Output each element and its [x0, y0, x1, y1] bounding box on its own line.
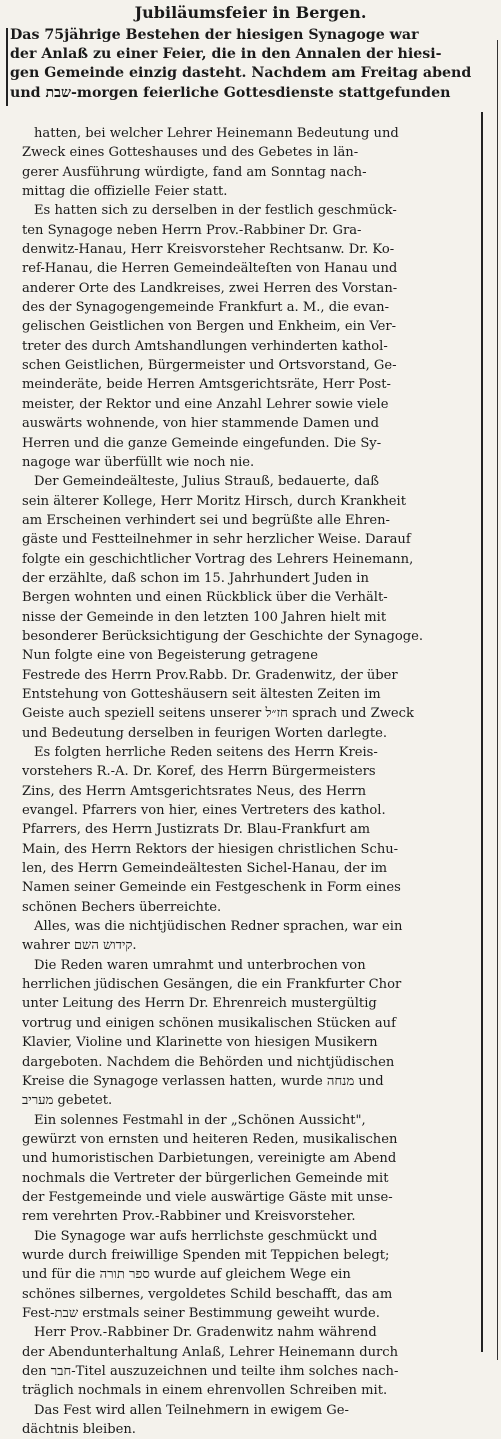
article-paragraph	[22, 124, 474, 201]
paragraph-line: dächtnis bleiben.	[22, 1422, 136, 1438]
paragraph-line: und für die ספר תורה wurde auf gleichem Wege ein	[22, 1267, 351, 1283]
paragraph-line: der Festgemeinde und viele auswärtige Gäste mit unse-	[22, 1189, 393, 1205]
paragraph-line: herrlichen jüdischen Gesängen, die ein Frankfurter Chor	[22, 977, 402, 993]
paragraph-line: und humoristischen Darbietungen, vereinigte am Abend	[22, 1151, 397, 1167]
paragraph-line: denwitz-Hanau, Herr Kreisvorsteher Rechtsanw. Dr. Ko-	[22, 242, 395, 258]
paragraph-line: gewürzt von ernsten und heiteren Reden, musikalischen	[22, 1131, 398, 1147]
paragraph-line: folgte ein geschichtlicher Vortrag des Lehrers Heinemann,	[22, 551, 414, 567]
paragraph-line: Main, des Herrn Rektors der hiesigen christlichen Schu-	[22, 841, 399, 857]
paragraph-line: gäste und Festteilnehmer in sehr herzlicher Weise. Darauf	[22, 532, 411, 548]
paragraph-line: Kreise die Synagoge verlassen hatten, wurde מנחה und	[22, 1073, 384, 1089]
paragraph-line: Ein solennes Festmahl in der „Schönen Aussicht",	[34, 1112, 366, 1128]
paragraph-line: Klavier, Violine und Klarinette von hiesigen Musikern	[22, 1035, 378, 1051]
article-paragraph	[22, 743, 474, 917]
article-paragraph	[22, 1227, 474, 1324]
paragraph-line: len, des Herrn Gemeindeältesten Sichel-Hanau, der im	[22, 861, 388, 877]
paragraph-line: Alles, was die nichtjüdischen Redner sprachen, war ein	[34, 919, 403, 935]
paragraph-line: Es folgten herrliche Reden seitens des Herrn Kreis-	[34, 745, 378, 760]
paragraph-line: der Abendunterhaltung Anlaß, Lehrer Heinemann durch	[22, 1344, 399, 1360]
paragraph-line: des der Synagogengemeinde Frankfurt a. M., die evan-	[22, 300, 390, 316]
paragraph-line: Pfarrers, des Herrn Justizrats Dr. Blau-Frankfurt am	[22, 822, 371, 838]
paragraph-line: schönes silbernes, vergoldetes Schild beschafft, das am	[22, 1286, 393, 1302]
paragraph-line: Nun folgte eine von Begeisterung getragene	[22, 648, 318, 664]
article-paragraph	[22, 201, 474, 472]
paragraph-line: wahrer קידוש השם.	[22, 938, 137, 954]
paragraph-line: auswärts wohnende, von hier stammende Damen und	[22, 416, 380, 432]
paragraph-line: Zweck eines Gotteshauses und des Gebetes in län-	[22, 145, 359, 161]
paragraph-line: besonderer Berücksichtigung der Geschichte der Synagoge.	[22, 628, 424, 644]
paragraph-line: nochmals die Vertreter der bürgerlichen Gemeinde mit	[22, 1170, 389, 1186]
page-edge-rule	[497, 40, 498, 1360]
paragraph-line: ten Synagoge neben Herrn Prov.-Rabbiner Dr. Gra-	[22, 222, 362, 238]
paragraph-line: am Erscheinen verhindert sei und begrüßte alle Ehren-	[22, 512, 390, 528]
paragraph-line: meister, der Rektor und eine Anzahl Lehrer sowie viele	[22, 396, 389, 412]
paragraph-line: den חבר-Titel auszuzeichnen und teilte ihm solches nach-	[22, 1364, 399, 1379]
paragraph-line: meinderäte, beide Herren Amtsgerichtsräte, Herr Post-	[22, 377, 391, 393]
paragraph-line: Der Gemeindeälteste, Julius Strauß, bedauerte, daß	[34, 474, 380, 490]
paragraph-line: gerer Ausführung würdigte, fand am Sonntag nach-	[22, 164, 367, 180]
paragraph-line: schönen Bechers überreichte.	[22, 899, 222, 915]
paragraph-line: gelischen Geistlichen von Bergen und Enkheim, ein Ver-	[22, 319, 397, 335]
paragraph-line: treter des durch Amtshandlungen verhinderten kathol-	[22, 338, 388, 354]
paragraph-line: Festrede des Herrn Prov.Rabb. Dr. Gradenwitz, der über	[22, 667, 398, 683]
article-paragraph	[22, 1323, 474, 1400]
paragraph-line: vorstehers R.-A. Dr. Koref, des Herrn Bürgermeisters	[22, 764, 376, 780]
article-paragraph	[22, 917, 474, 956]
lead-line: Das 75jährige Bestehen der hiesigen Synagoge war	[10, 27, 419, 43]
paragraph-line: der erzählte, daß schon im 15. Jahrhundert Juden in	[22, 570, 369, 586]
paragraph-line: sein älterer Kollege, Herr Moritz Hirsch, durch Krankheit	[22, 493, 407, 509]
article-paragraph	[22, 1401, 474, 1439]
paragraph-line: anderer Orte des Landkreises, zwei Herren des Vorstan-	[22, 280, 398, 296]
paragraph-line: Die Reden waren umrahmt und unterbrochen von	[34, 957, 366, 973]
paragraph-line: mittag die offizielle Feier statt.	[22, 184, 228, 200]
paragraph-line: Namen seiner Gemeinde ein Festgeschenk in Form eines	[22, 880, 401, 896]
article-lead	[10, 26, 496, 103]
paragraph-line: nisse der Gemeinde in den letzten 100 Jahren hielt mit	[22, 609, 387, 625]
article-title: Jubiläumsfeier in Bergen.	[134, 3, 367, 22]
paragraph-line: träglich nochmals in einem ehrenvollen Schreiben mit.	[22, 1383, 388, 1399]
paragraph-line: Es hatten sich zu derselben in der festlich geschmück-	[34, 203, 397, 219]
column-rule-left	[6, 28, 8, 106]
paragraph-line: nagoge war überfüllt wie noch nie.	[22, 454, 255, 470]
article-paragraph	[22, 472, 474, 743]
paragraph-line: vortrug und einigen schönen musikalischen Stücken auf	[22, 1015, 396, 1031]
paragraph-line: unter Leitung des Herrn Dr. Ehrenreich mustergültig	[22, 996, 377, 1012]
paragraph-line: Das Fest wird allen Teilnehmern in ewigem Ge-	[34, 1402, 349, 1418]
paragraph-line: Entstehung von Gotteshäusern seit ältesten Zeiten im	[22, 686, 381, 702]
paragraph-line: Bergen wohnten und einen Rückblick über die Verhält-	[22, 590, 388, 606]
paragraph-line: evangel. Pfarrers von hier, eines Vertreters des kathol.	[22, 803, 386, 819]
lead-line: der Anlaß zu einer Feier, die in den Annalen der hiesi-	[10, 46, 442, 63]
paragraph-line: Zins, des Herrn Amtsgerichtsrates Neus, des Herrn	[22, 783, 367, 799]
paragraph-line: ref-Hanau, die Herren Gemeindeälteſten von Hanau und	[22, 261, 398, 277]
article-paragraph	[22, 956, 474, 1111]
article-paragraph	[22, 1111, 474, 1227]
paragraph-line: schen Geistlichen, Bürgermeister und Ortsvorstand, Ge-	[22, 358, 397, 374]
paragraph-line: Fest-שבת erstmals seiner Bestimmung geweiht wurde.	[22, 1305, 380, 1321]
paragraph-line: und Bedeutung derselben in feurigen Worten darlegte.	[22, 725, 388, 741]
lead-line: und שבת-morgen feierliche Gottesdienste stattgefunden	[10, 84, 451, 101]
paragraph-line: Herren und die ganze Gemeinde eingefunden. Die Sy-	[22, 435, 382, 451]
paragraph-line: wurde durch freiwillige Spenden mit Teppichen belegt;	[22, 1247, 390, 1263]
column-rule-right	[481, 112, 483, 1352]
article-body	[22, 124, 474, 1439]
paragraph-line: rem verehrten Prov.-Rabbiner und Kreisvorsteher.	[22, 1209, 356, 1225]
paragraph-line: hatten, bei welcher Lehrer Heinemann Bedeutung und	[34, 126, 399, 141]
paragraph-line: Geiste auch speziell seitens unserer חז״ל sprach und Zweck	[22, 706, 414, 722]
lead-line: gen Gemeinde einzig dasteht. Nachdem am Freitag abend	[10, 65, 472, 82]
paragraph-line: Die Synagoge war aufs herrlichste geschmückt und	[34, 1228, 378, 1244]
paragraph-line: dargeboten. Nachdem die Behörden und nichtjüdischen	[22, 1054, 395, 1070]
paragraph-line: מעריב gebetet.	[22, 1093, 113, 1109]
paragraph-line: Herr Prov.-Rabbiner Dr. Gradenwitz nahm während	[34, 1325, 377, 1341]
